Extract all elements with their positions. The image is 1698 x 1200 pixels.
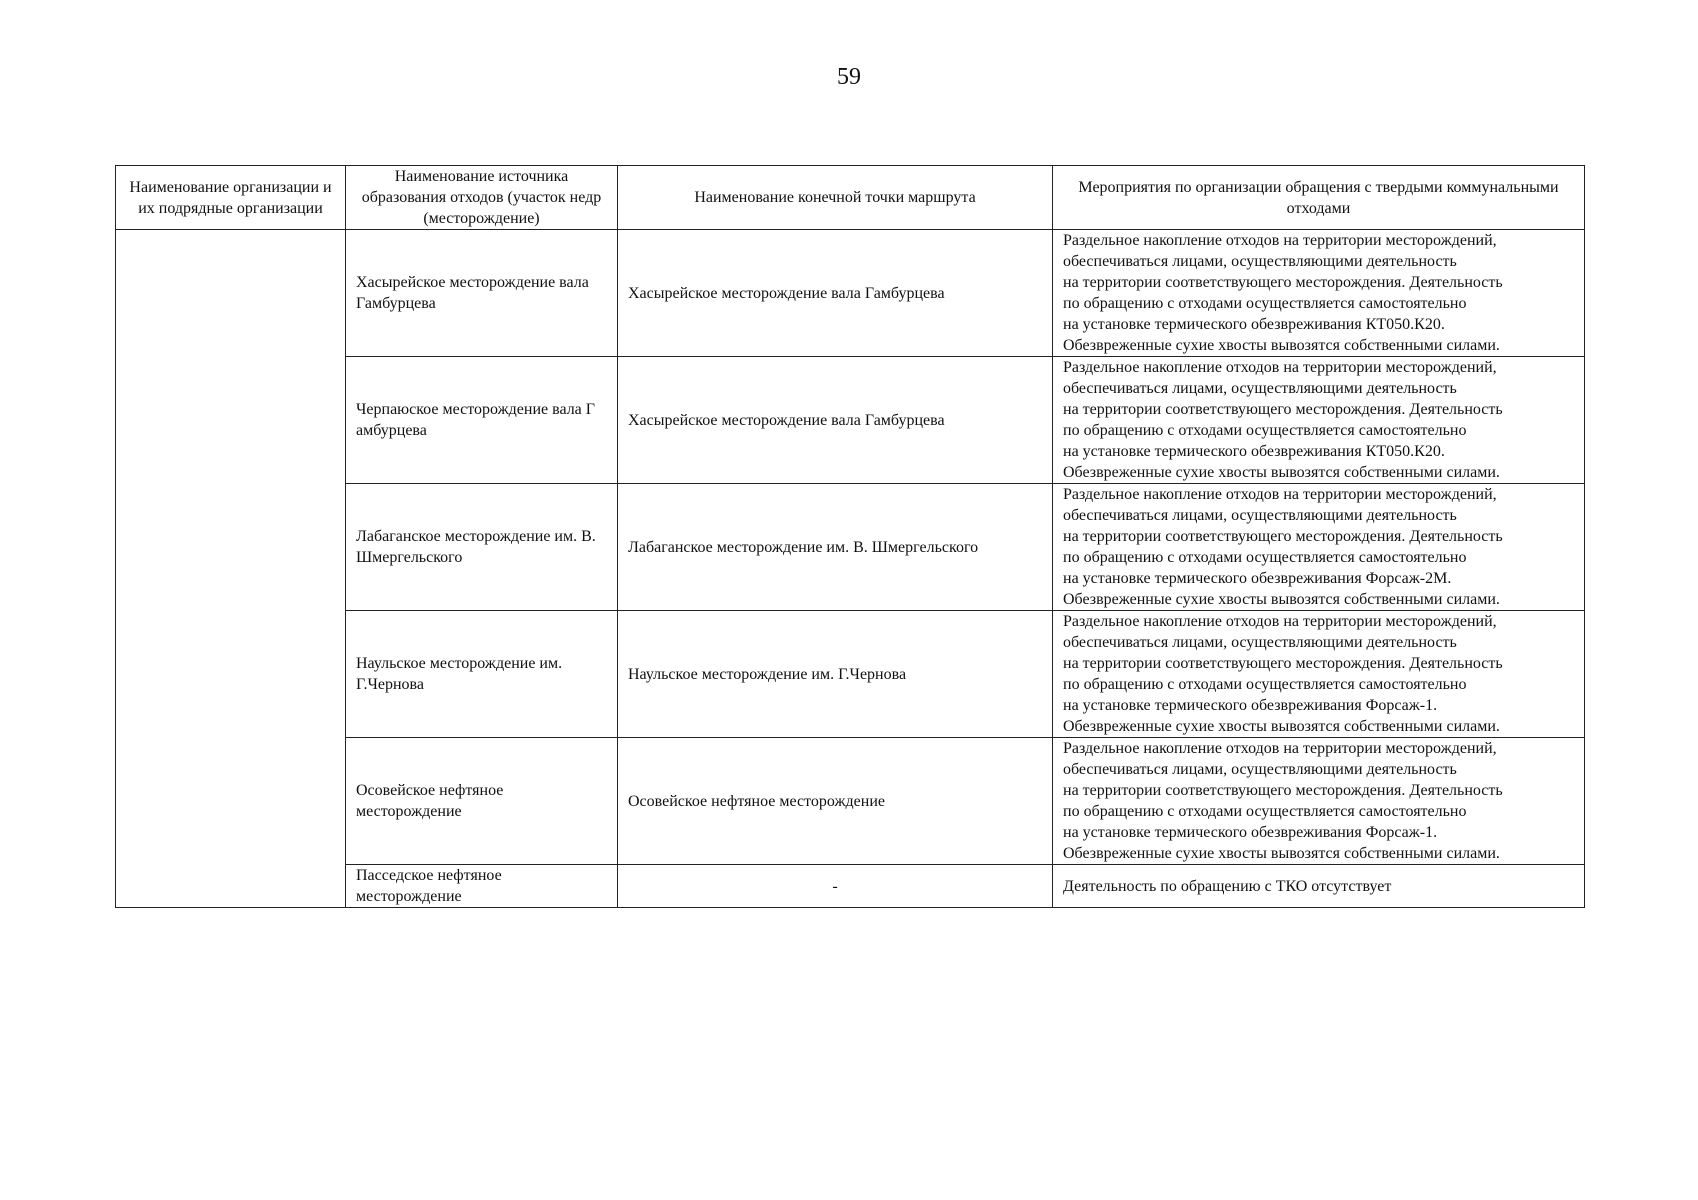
measure-line: Раздельное накопление отходов на территории месторождений, — [1063, 232, 1497, 249]
measure-line: на установке термического обезвреживания Форсаж-1. — [1063, 697, 1438, 714]
measure-line: Обезвреженные сухие хвосты вывозятся собственными силами. — [1063, 845, 1500, 862]
page-number: 59 — [837, 64, 861, 90]
measure-line: Раздельное накопление отходов на территории месторождений, — [1063, 359, 1497, 376]
endpoint-cell: Хасырейское месторождение вала Гамбурцева — [618, 357, 1053, 484]
measure-line: на территории соответствующего месторождения. Деятельность — [1063, 655, 1503, 672]
measures-cell — [1053, 484, 1585, 611]
measure-line: Раздельное накопление отходов на территории месторождений, — [1063, 486, 1497, 503]
measure-line: на территории соответствующего месторождения. Деятельность — [1063, 528, 1503, 545]
measure-line: обеспечиваться лицами, осуществляющими деятельность — [1063, 253, 1457, 270]
measure-line: Раздельное накопление отходов на территории месторождений, — [1063, 613, 1497, 630]
measures-cell — [1053, 865, 1585, 908]
header-waste-measures: Мероприятия по организации обращения с твердыми коммунальными отходами — [1053, 166, 1585, 230]
source-cell: Лабаганское месторождение им. В. Шмергельского — [346, 484, 618, 611]
measure-line: Обезвреженные сухие хвосты вывозятся собственными силами. — [1063, 464, 1500, 481]
measures-cell — [1053, 230, 1585, 357]
endpoint-cell: Наульское месторождение им. Г.Чернова — [618, 611, 1053, 738]
measure-line: на установке термического обезвреживания КТ050.К20. — [1063, 316, 1445, 333]
endpoint-cell: Хасырейское месторождение вала Гамбурцева — [618, 230, 1053, 357]
measure-line: по обращению с отходами осуществляется самостоятельно — [1063, 422, 1467, 439]
measures-cell — [1053, 738, 1585, 865]
measure-line: Обезвреженные сухие хвосты вывозятся собственными силами. — [1063, 718, 1500, 735]
measure-line: по обращению с отходами осуществляется самостоятельно — [1063, 549, 1467, 566]
measure-line: на территории соответствующего месторождения. Деятельность — [1063, 274, 1503, 291]
source-cell: Пасседское нефтяное месторождение — [346, 865, 618, 908]
endpoint-cell: Осовейское нефтяное месторождение — [618, 738, 1053, 865]
source-cell: Черпаюское месторождение вала Г амбурцева — [346, 357, 618, 484]
measure-line: обеспечиваться лицами, осуществляющими деятельность — [1063, 507, 1457, 524]
header-organization: Наименование организации и их подрядные организации — [116, 166, 346, 230]
measure-line: Обезвреженные сухие хвосты вывозятся собственными силами. — [1063, 337, 1500, 354]
measure-line: на территории соответствующего месторождения. Деятельность — [1063, 782, 1503, 799]
header-route-endpoint: Наименование конечной точки маршрута — [618, 166, 1053, 230]
measure-line: по обращению с отходами осуществляется самостоятельно — [1063, 676, 1467, 693]
measure-line: Деятельность по обращению с ТКО отсутствует — [1063, 877, 1392, 895]
measure-line: обеспечиваться лицами, осуществляющими деятельность — [1063, 761, 1457, 778]
measure-line: обеспечиваться лицами, осуществляющими деятельность — [1063, 634, 1457, 651]
measure-line: на установке термического обезвреживания Форсаж-1. — [1063, 824, 1438, 841]
measure-line: на установке термического обезвреживания КТ050.К20. — [1063, 443, 1445, 460]
source-cell: Наульское месторождение им. Г.Чернова — [346, 611, 618, 738]
header-waste-source: Наименование источника образования отходов (участок недр (месторождение) — [346, 166, 618, 230]
endpoint-cell: - — [618, 865, 1053, 908]
measure-line: Раздельное накопление отходов на территории месторождений, — [1063, 740, 1497, 757]
measures-cell — [1053, 611, 1585, 738]
source-cell: Хасырейское месторождение вала Гамбурцева — [346, 230, 618, 357]
source-cell: Осовейское нефтяное месторождение — [346, 738, 618, 865]
measures-cell — [1053, 357, 1585, 484]
measure-line: по обращению с отходами осуществляется самостоятельно — [1063, 295, 1467, 312]
measure-line: Обезвреженные сухие хвосты вывозятся собственными силами. — [1063, 591, 1500, 608]
measure-line: обеспечиваться лицами, осуществляющими деятельность — [1063, 380, 1457, 397]
measure-line: по обращению с отходами осуществляется самостоятельно — [1063, 803, 1467, 820]
measure-line: на установке термического обезвреживания Форсаж-2М. — [1063, 570, 1452, 587]
table-row — [116, 230, 1585, 357]
endpoint-cell: Лабаганское месторождение им. В. Шмергельского — [618, 484, 1053, 611]
measure-line: на территории соответствующего месторождения. Деятельность — [1063, 401, 1503, 418]
table-header-row — [116, 166, 1585, 230]
waste-management-table — [115, 165, 1585, 908]
organization-cell — [116, 230, 346, 908]
